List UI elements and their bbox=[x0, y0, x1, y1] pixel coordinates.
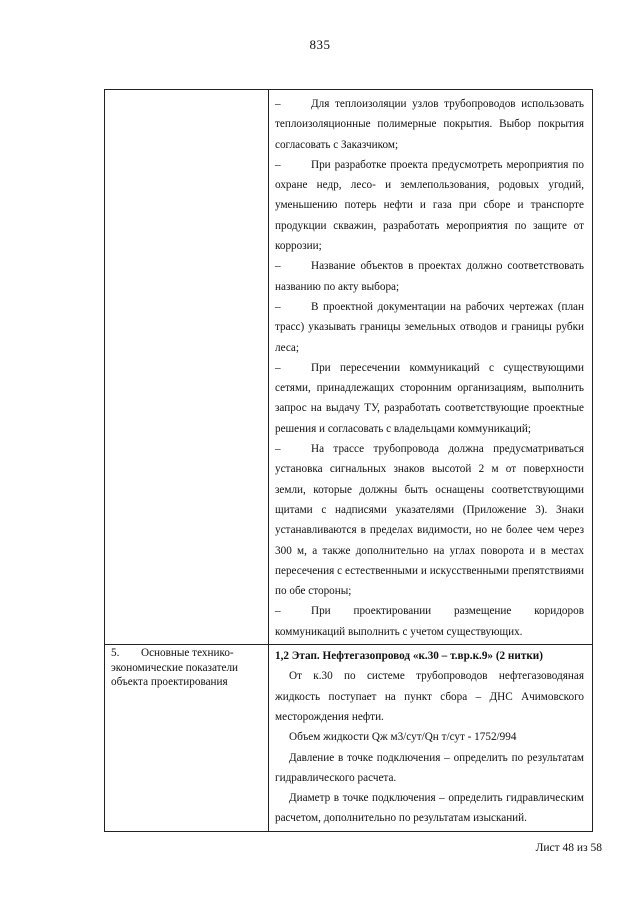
list-item bbox=[275, 155, 584, 256]
list-item bbox=[275, 94, 584, 155]
list-item-text: В проектной документации на рабочих чертежах (план трасс) указывать границы земельных отводов и границы рубки леса; bbox=[275, 300, 584, 354]
dash-marker: – bbox=[275, 605, 281, 618]
list-item-text: При пересечении коммуникаций с существующими сетями, принадлежащих сторонним организациям, выполнить запрос на выдачу ТУ, разработать соответствующие проектные решения и согласовать с владельцами коммуникаций; bbox=[275, 361, 584, 435]
section-title-text: Основные технико-экономические показатели объекта проектирования bbox=[111, 647, 239, 689]
table-cell-section-title bbox=[105, 645, 269, 832]
list-item bbox=[275, 439, 584, 601]
list-item bbox=[275, 601, 584, 642]
list-item-text: Для теплоизоляции узлов трубопроводов использовать теплоизоляционные полимерные покрытия. Выбор покрытия согласовать с Заказчиком; bbox=[275, 98, 584, 151]
table-cell-left-empty bbox=[105, 90, 269, 645]
dash-marker: – bbox=[275, 443, 281, 456]
page-number: 835 bbox=[309, 37, 331, 52]
list-item-text: При проектировании размещение коридоров коммуникаций выполнить с учетом существующих. bbox=[275, 605, 584, 638]
indicator-paragraph: Диаметр в точке подключения – определить гидравлическим расчетом, дополнительно по результатам изысканий. bbox=[275, 792, 584, 825]
list-item bbox=[275, 256, 584, 297]
list-item-text: При разработке проекта предусмотреть мероприятия по охране недр, лесо- и землепользования, родовых угодий, уменьшению потерь нефти и газа при сборе и транспорте продукции скважин, разработать мероприятия по защите от коррозии; bbox=[275, 158, 584, 253]
indicator-paragraph: Давление в точке подключения – определить по результатам гидравлического расчета. bbox=[275, 751, 584, 784]
dash-marker: – bbox=[275, 98, 281, 110]
requirements-table bbox=[104, 89, 593, 832]
section-number: 5. bbox=[111, 647, 120, 660]
list-item-text: Название объектов в проектах должно соответствовать названию по акту выбора; bbox=[275, 260, 584, 293]
indicator-paragraph: Объем жидкости Qж м3/сут/Qн т/сут - 1752/994 bbox=[289, 731, 517, 744]
indicators-content bbox=[269, 645, 592, 831]
table-cell-requirements bbox=[269, 90, 593, 645]
dash-marker: – bbox=[275, 260, 281, 273]
requirements-list bbox=[269, 90, 592, 644]
table-row bbox=[105, 645, 593, 832]
list-item bbox=[275, 358, 584, 439]
list-item bbox=[275, 297, 584, 358]
sheet-number: Лист 48 из 58 bbox=[535, 842, 602, 854]
stage-heading: 1,2 Этап. Нефтегазопровод «к.30 – т.вр.к.9» (2 нитки) bbox=[275, 650, 543, 663]
list-item-text: На трассе трубопровода должна предусматриваться установка сигнальных знаков высотой 2 м от поверхности земли, которые должны быть оснащены соответствующими щитами с надписями указателями (Приложение 3). Знаки устанавливаются в пределах видимости, но не более чем через 300 м, а также дополнительно на углах поворота и в местах пересечения с естественными и искусственными препятствиями по обе стороны; bbox=[275, 443, 584, 598]
dash-marker: – bbox=[275, 158, 281, 171]
table-cell-indicators bbox=[269, 645, 593, 832]
dash-marker: – bbox=[275, 300, 281, 313]
indicator-paragraph: От к.30 по системе трубопроводов нефтегазоводяная жидкость поступает на пункт сбора – ДНС Ачимовского месторождения нефти. bbox=[275, 670, 584, 723]
section-title bbox=[105, 645, 268, 692]
dash-marker: – bbox=[275, 361, 281, 374]
left-cell-text bbox=[105, 90, 268, 96]
table-row bbox=[105, 90, 593, 645]
